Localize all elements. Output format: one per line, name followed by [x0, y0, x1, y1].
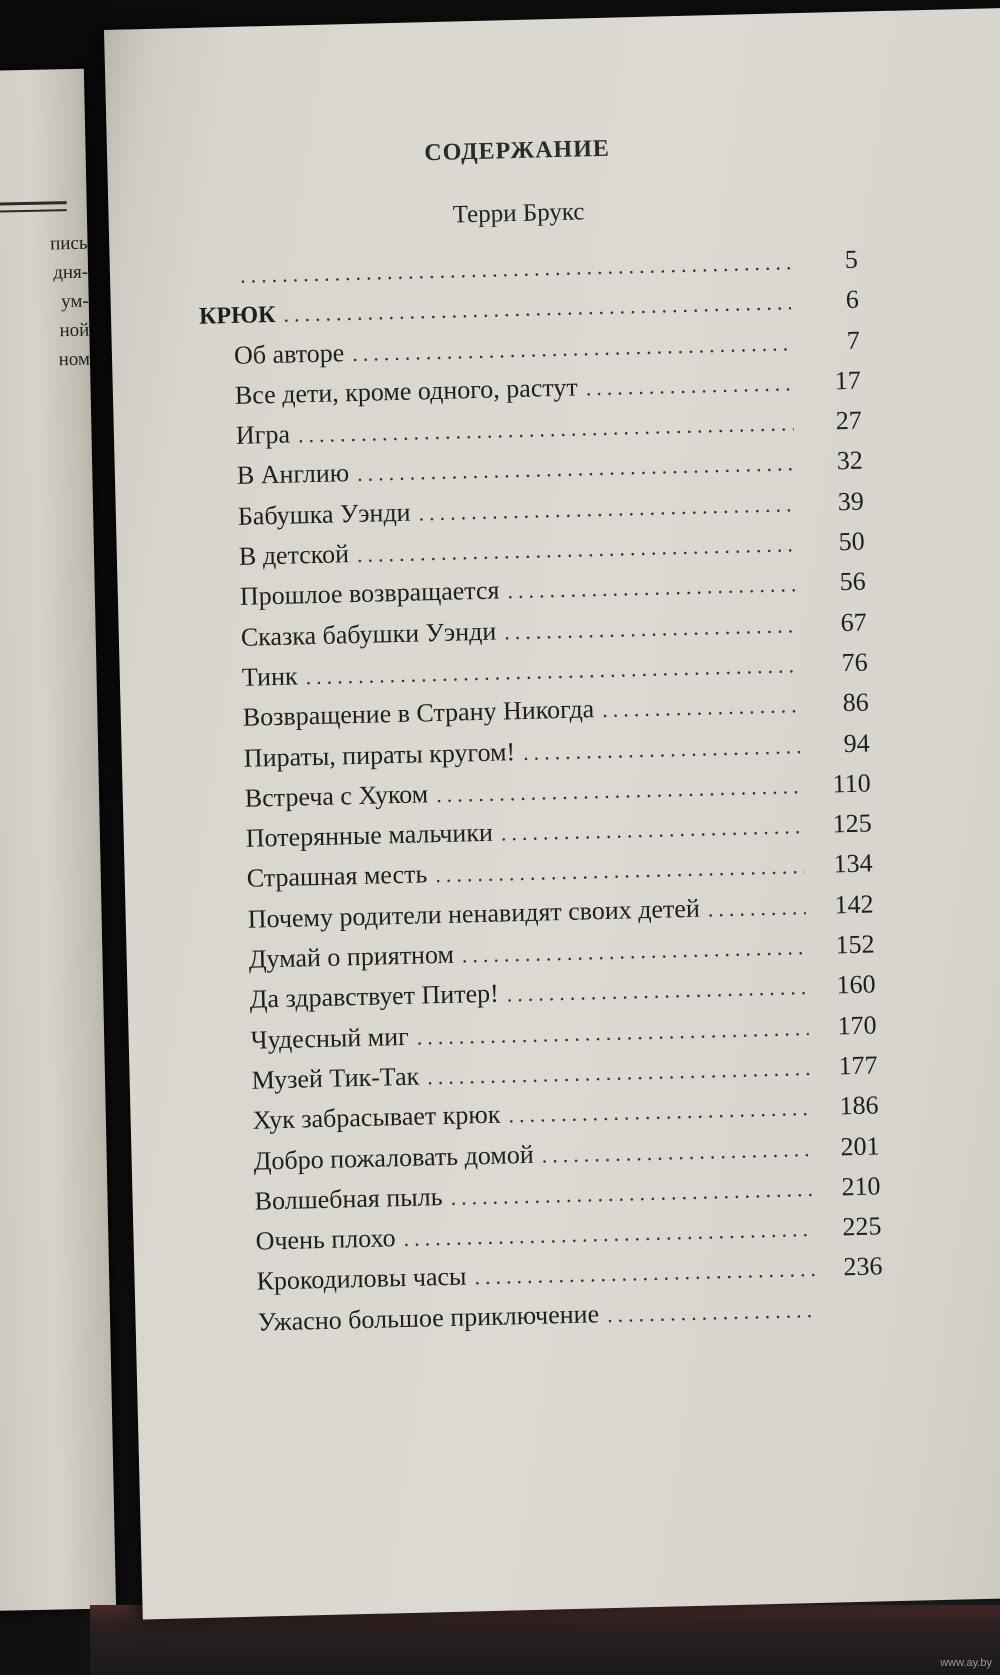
page-title: СОДЕРЖАНИЕ — [424, 135, 611, 167]
author-name: Терри Брукс — [452, 198, 585, 229]
dot-leader — [607, 1290, 816, 1335]
dot-leader — [507, 565, 798, 612]
dot-leader — [508, 1088, 811, 1135]
dot-leader — [506, 967, 808, 1014]
toc-entry-title: Игра — [235, 419, 291, 451]
dot-leader — [707, 887, 806, 929]
toc-entry-title: Думай о приятном — [248, 939, 455, 974]
toc-entry-title: Тинк — [241, 661, 298, 692]
toc-entry-page: 86 — [842, 687, 870, 718]
toc-entry-page: 50 — [838, 526, 866, 557]
toc-entry-page: 56 — [839, 566, 867, 597]
toc-entry-title: Страшная месть — [246, 859, 428, 894]
toc-entry-page: 76 — [841, 647, 869, 678]
dot-leader — [602, 685, 802, 730]
toc-entry-page: 32 — [836, 446, 864, 476]
toc-entry-page: 160 — [836, 969, 876, 1000]
toc-entry-title: Прошлое возвращается — [239, 575, 500, 612]
toc-entry-title: Встреча с Хуком — [244, 779, 429, 813]
toc-entry-title: Очень плохо — [255, 1223, 396, 1256]
toc-entry-title: Сказка бабушки Уэнди — [240, 616, 497, 652]
toc-entry-title: Чудесный миг — [250, 1021, 410, 1055]
watermark: www.ay.by — [940, 1657, 992, 1669]
toc-entry-title: Бабушка Уэнди — [237, 497, 411, 531]
toc-entry-title: Все дети, кроме одного, растут — [234, 372, 579, 410]
toc-entry-page: 125 — [832, 808, 872, 839]
dot-leader — [585, 363, 793, 408]
toc-entry-page: 142 — [834, 889, 874, 920]
left-page-rule — [0, 201, 67, 206]
toc-entry-page: 186 — [839, 1090, 879, 1121]
toc-entry-page — [824, 1315, 884, 1316]
toc-entry-title: Об авторе — [233, 337, 345, 370]
contents-page — [104, 8, 1000, 1620]
left-page — [0, 69, 116, 1612]
left-fragment: ум- — [60, 290, 89, 313]
left-fragment: ном — [58, 348, 91, 371]
toc-entry-title: Крокодиловы часы — [256, 1261, 467, 1297]
dot-leader — [541, 1129, 812, 1176]
dot-leader — [504, 605, 800, 652]
toc-entry-title: Почему родители ненавидят своих детей — [247, 893, 701, 934]
toc-entry-page: 5 — [844, 244, 859, 274]
toc-entry-page: 177 — [838, 1050, 878, 1081]
toc-entry-page: 39 — [837, 486, 865, 516]
toc-entry-page: 27 — [835, 405, 863, 436]
toc-entry-page: 225 — [842, 1211, 882, 1242]
toc-entry-title: КРЮК — [198, 302, 276, 331]
toc-entry-page: 152 — [835, 929, 875, 960]
toc-entry-page: 6 — [845, 284, 860, 315]
left-page-rule — [0, 209, 67, 213]
toc-entry-page: 7 — [846, 325, 861, 355]
dot-leader — [500, 806, 804, 853]
toc-entry-page: 236 — [843, 1251, 883, 1282]
toc-entry-page: 17 — [834, 365, 862, 396]
dot-leader — [523, 726, 803, 773]
toc-entry-page: 67 — [840, 607, 868, 637]
toc-entry-page: 210 — [841, 1171, 881, 1202]
toc-entry-page: 110 — [832, 768, 871, 799]
toc-entry-title: Хук забрасывает крюк — [252, 1099, 501, 1135]
toc-entry-title: Музей Тик-Так — [251, 1061, 420, 1095]
toc-entry-title: Пираты, пираты кругом! — [243, 736, 516, 773]
toc-entry-title: В Англию — [236, 458, 350, 491]
toc-entry-page: 94 — [843, 728, 870, 758]
toc-entry-title: Потерянные мальчики — [245, 817, 494, 853]
toc-entry-title: Волшебная пыль — [254, 1181, 443, 1216]
toc-entry-page: 201 — [840, 1130, 880, 1161]
left-fragment: ной — [59, 319, 90, 342]
toc-entry-title: В детской — [238, 539, 350, 571]
left-fragment: пись — [49, 232, 88, 255]
toc-entry-title: Возвращение в Страну Никогда — [242, 694, 595, 733]
toc-entry-page: 134 — [833, 848, 873, 879]
toc-entry-title: Да здравствует Питер! — [249, 978, 500, 1015]
toc-entry-title: Добро пожаловать домой — [253, 1139, 535, 1176]
left-page-text — [0, 229, 90, 376]
toc-entry-page: 170 — [837, 1010, 877, 1041]
left-fragment: дня- — [53, 261, 89, 284]
table-of-contents — [198, 240, 884, 1344]
toc-entry-title: Ужасно большое приключение — [257, 1299, 600, 1337]
toc-entry-title — [198, 283, 232, 284]
